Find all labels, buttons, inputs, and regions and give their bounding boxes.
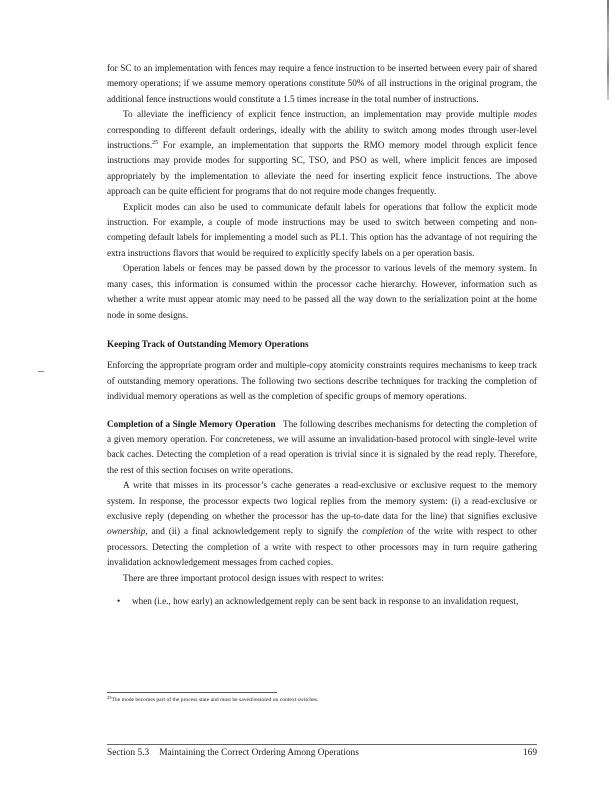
footer-section [107,748,359,758]
page-number: 169 [522,748,537,758]
bullet-item: • when (i.e., how early) an acknowledgement reply can be sent back in response to an invalidation request, [107,594,537,609]
paragraph: for SC to an implementation with fences may require a fence instruction to be inserted between every pair of shared memory operations; if we assume memory operations constitute 50% of all instructions in the original program, the additional fence instructions would constitute a 1.5 times increase in the total number of instructions. [107,63,537,104]
footnote-rule [107,692,277,693]
paragraph: A write that misses in its processor’s cache generates a read-exclusive or exclusive request to the memory system. In response, the processor expects two logical replies from the memory system: (i) a read-exclusive or exclusive reply (depending on whether the processor has the up-to-date data for the line) that signifies exclusive ownership, and (ii) a final acknowledgement reply to signify the completion of the write with respect to other processors. Detecting the completion of a write with respect to other processors may in turn require gathering invalidation acknowledgement messages from cached copies. [107,480,537,568]
running-footer [107,748,537,758]
paragraph: Operation labels or fences may be passed down by the processor to various levels of the memory system. In many cases, this information is consumed within the processor cache hierarchy. However, information such as whether a write must appear atomic may need to be passed all the way down to the serialization point at the home node in some designs. [107,263,537,320]
emphasis: ownership [107,526,146,537]
footnote-text: The mode becomes part of the process state and must be saved/restored on context switches. [111,697,319,703]
footnote [107,696,537,704]
scan-margin-mark [38,371,44,372]
emphasis: completion [362,526,404,537]
run-in-heading: Completion of a Single Memory Operation [107,418,276,429]
footer-rule [107,744,537,745]
paragraph: Explicit modes can also be used to communicate default labels for operations that follow the explicit mode instruction. For example, a couple of mode instructions may be used to switch between competing and non-competing default labels for implementing a model such as PL1. This option has the advantage of not requiring the extra instructions flavors that would be required to explicitly specify labels on a per operation basis. [107,201,537,258]
scan-edge-mark [607,0,609,100]
footer-section-number: Section 5.3 [107,748,150,758]
footer-section-title: Maintaining the Correct Ordering Among Operations [159,748,359,758]
footnote-ref[interactable]: 25 [152,140,159,147]
paragraph: To alleviate the inefficiency of explicit fence instruction, an implementation may provide multiple modes corresponding to different default orderings, ideally with the ability to switch among modes through user-level instructions.$^{25}$ For example, an implementation that supports the RMO memory model through explicit fence instructions may provide modes for supporting SC, TSO, and PSO as well, where implicit fences are imposed appropriately by the implementation to alleviate the need for inserting explicit fence instructions. The above approach can be quite efficient for programs that do not require mode changes frequently. [107,109,537,197]
footnote-number: 25 [107,695,112,700]
bullet-list [107,594,537,609]
paragraph: Completion of a Single Memory Operation The following describes mechanisms for detecting the completion of a given memory operation. For concreteness, we will assume an invalidation-based protocol with single-level write back caches. Detecting the completion of a read operation is trivial since it is signaled by the read reply. Therefore, the rest of this section focuses on write operations. [107,418,538,475]
paragraph: Enforcing the appropriate program order and multiple-copy atomicity constraints requires mechanisms to keep track of outstanding memory operations. The following two sections describe techniques for tracking the completion of individual memory operations as well as the completion of specific groups of memory operations. [107,360,537,402]
page-body [107,61,537,609]
emphasis: modes [513,109,537,120]
paragraph: There are three important protocol design issues with respect to writes: [123,572,384,583]
section-heading: Keeping Track of Outstanding Memory Operations [107,338,309,349]
